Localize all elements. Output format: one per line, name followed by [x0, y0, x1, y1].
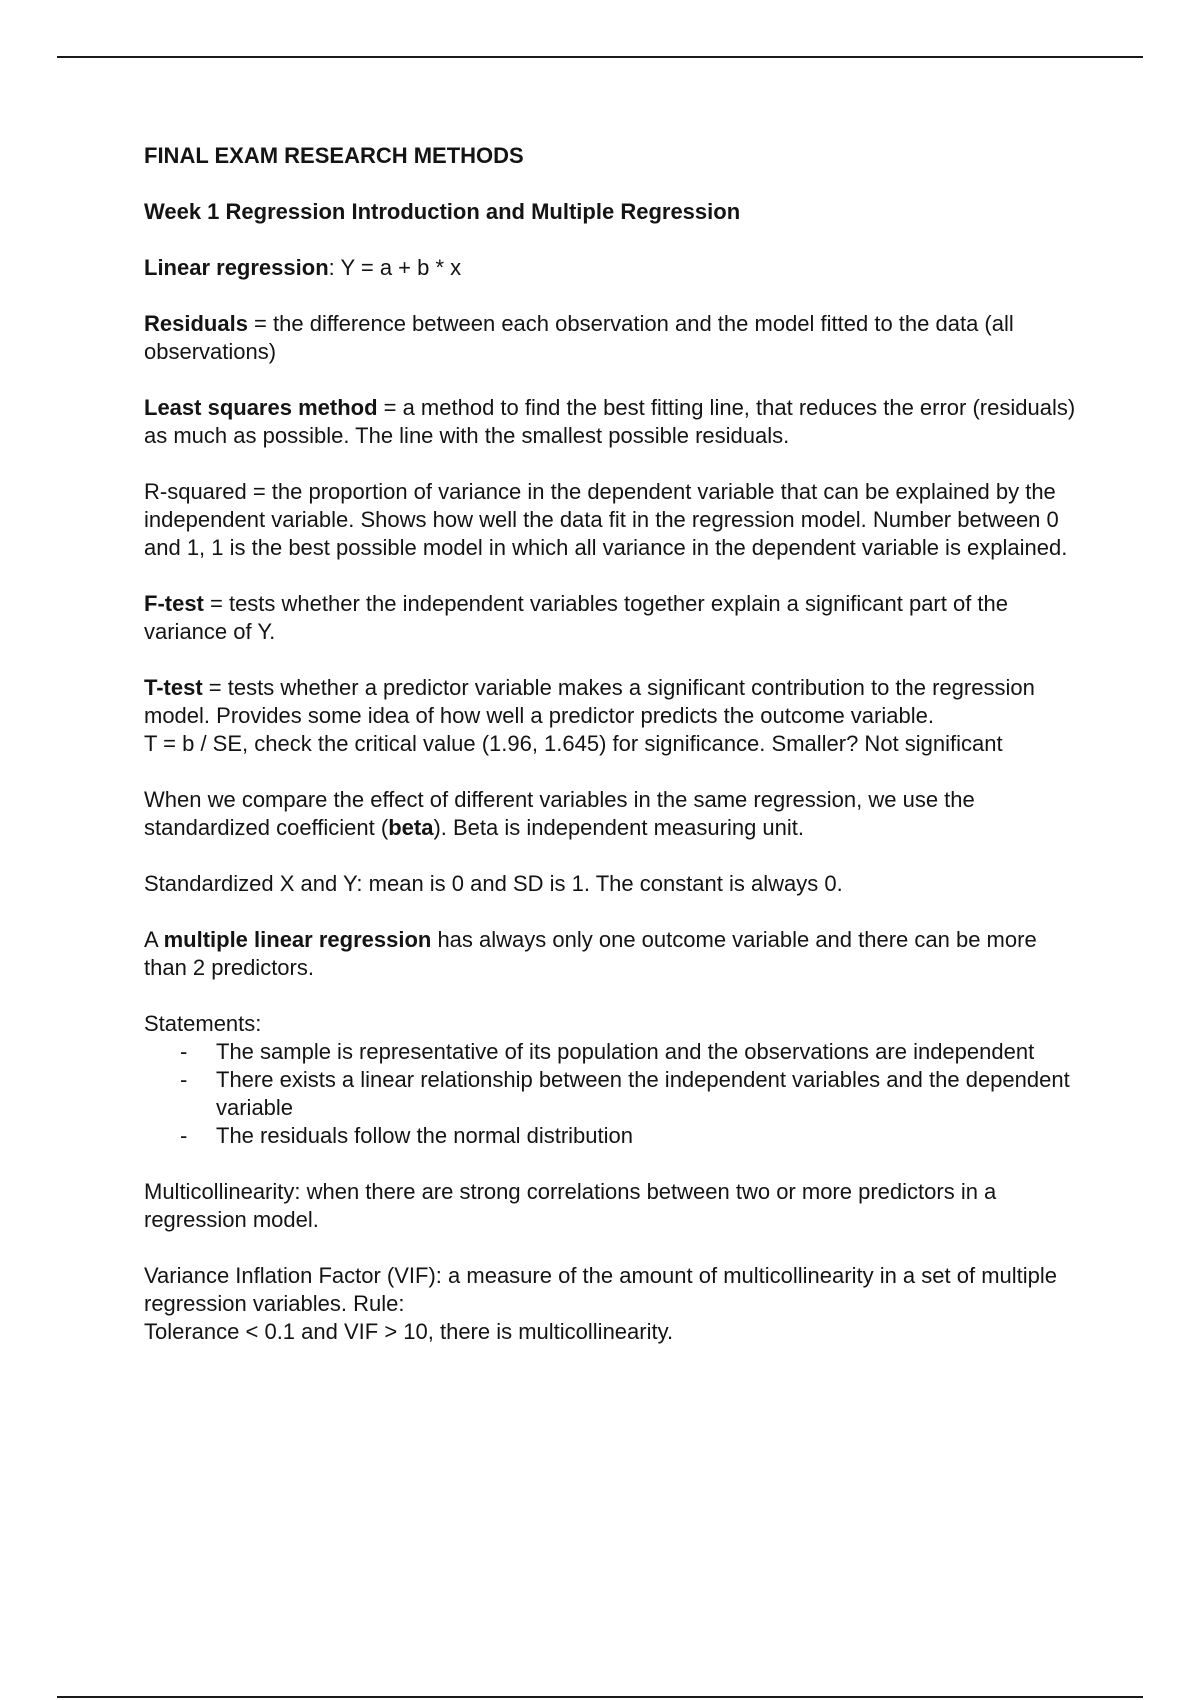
least-squares-term: Least squares method — [144, 395, 378, 420]
residuals-paragraph — [144, 310, 1084, 366]
f-test-text: = tests whether the independent variables together explain a significant part of the variance of Y. — [144, 591, 1009, 644]
week-heading: Week 1 Regression Introduction and Multiple Regression — [144, 199, 741, 224]
linear-regression-paragraph — [144, 254, 1084, 282]
linear-regression-term: Linear regression — [144, 255, 329, 280]
statements-list — [144, 1038, 1084, 1150]
f-test-paragraph — [144, 590, 1084, 646]
beta-text-after: ). Beta is independent measuring unit. — [433, 815, 804, 840]
multiple-regression-paragraph — [144, 926, 1084, 982]
multiple-term: multiple linear regression — [163, 927, 432, 952]
list-item — [144, 1038, 1084, 1066]
standardized-paragraph: Standardized X and Y: mean is 0 and SD is 1. The constant is always 0. — [144, 871, 843, 896]
bottom-rule — [57, 1696, 1143, 1698]
statement-text: The sample is representative of its population and the observations are independent — [216, 1039, 1035, 1064]
beta-paragraph — [144, 786, 1084, 842]
vif-rule: Tolerance < 0.1 and VIF > 10, there is multicollinearity. — [144, 1319, 674, 1344]
statement-text: There exists a linear relationship between the independent variables and the dependent variable — [216, 1067, 1070, 1120]
list-item — [144, 1122, 1084, 1150]
statements-label: Statements: — [144, 1011, 262, 1036]
statement-text: The residuals follow the normal distribution — [216, 1123, 633, 1148]
multiple-text-after: has always only one outcome variable and there can be more than 2 predictors. — [144, 927, 1037, 980]
beta-text-before: When we compare the effect of different variables in the same regression, we use the standardized coefficient ( — [144, 787, 975, 840]
t-test-formula: T = b / SE, check the critical value (1.96, 1.645) for significance. Smaller? Not significant — [144, 731, 1003, 756]
vif-paragraph: Variance Inflation Factor (VIF): a measure of the amount of multicollinearity in a set of multiple regression variables. Rule: — [144, 1263, 1057, 1316]
residuals-term: Residuals — [144, 311, 248, 336]
top-rule — [57, 56, 1143, 58]
f-test-term: F-test — [144, 591, 204, 616]
multicollinearity-paragraph: Multicollinearity: when there are strong correlations between two or more predictors in a regression model. — [144, 1179, 997, 1232]
residuals-text: = the difference between each observation and the model fitted to the data (all observations) — [144, 311, 1014, 364]
r-squared-paragraph: R-squared = the proportion of variance in the dependent variable that can be explained by the independent variable. Shows how well the data fit in the regression model. Number between 0 and 1, 1 is the best possible model in which all variance in the dependent variable is explained. — [144, 479, 1068, 560]
least-squares-paragraph — [144, 394, 1084, 450]
t-test-term: T-test — [144, 675, 203, 700]
document-body — [144, 142, 1084, 1374]
multiple-text-before: A — [144, 927, 164, 952]
least-squares-text: = a method to find the best fitting line, that reduces the error (residuals) as much as possible. The line with the smallest possible residuals. — [144, 395, 1076, 448]
document-title: FINAL EXAM RESEARCH METHODS — [144, 143, 524, 168]
list-item — [144, 1066, 1084, 1122]
bullet-dash: - — [180, 1123, 188, 1148]
beta-term: beta — [388, 815, 434, 840]
linear-regression-text: : Y = a + b * x — [328, 255, 462, 280]
bullet-dash: - — [180, 1067, 188, 1092]
t-test-paragraph — [144, 674, 1084, 730]
t-test-text: = tests whether a predictor variable makes a significant contribution to the regression model. Provides some idea of how well a predictor predicts the outcome variable. — [144, 675, 1035, 728]
bullet-dash: - — [180, 1039, 188, 1064]
